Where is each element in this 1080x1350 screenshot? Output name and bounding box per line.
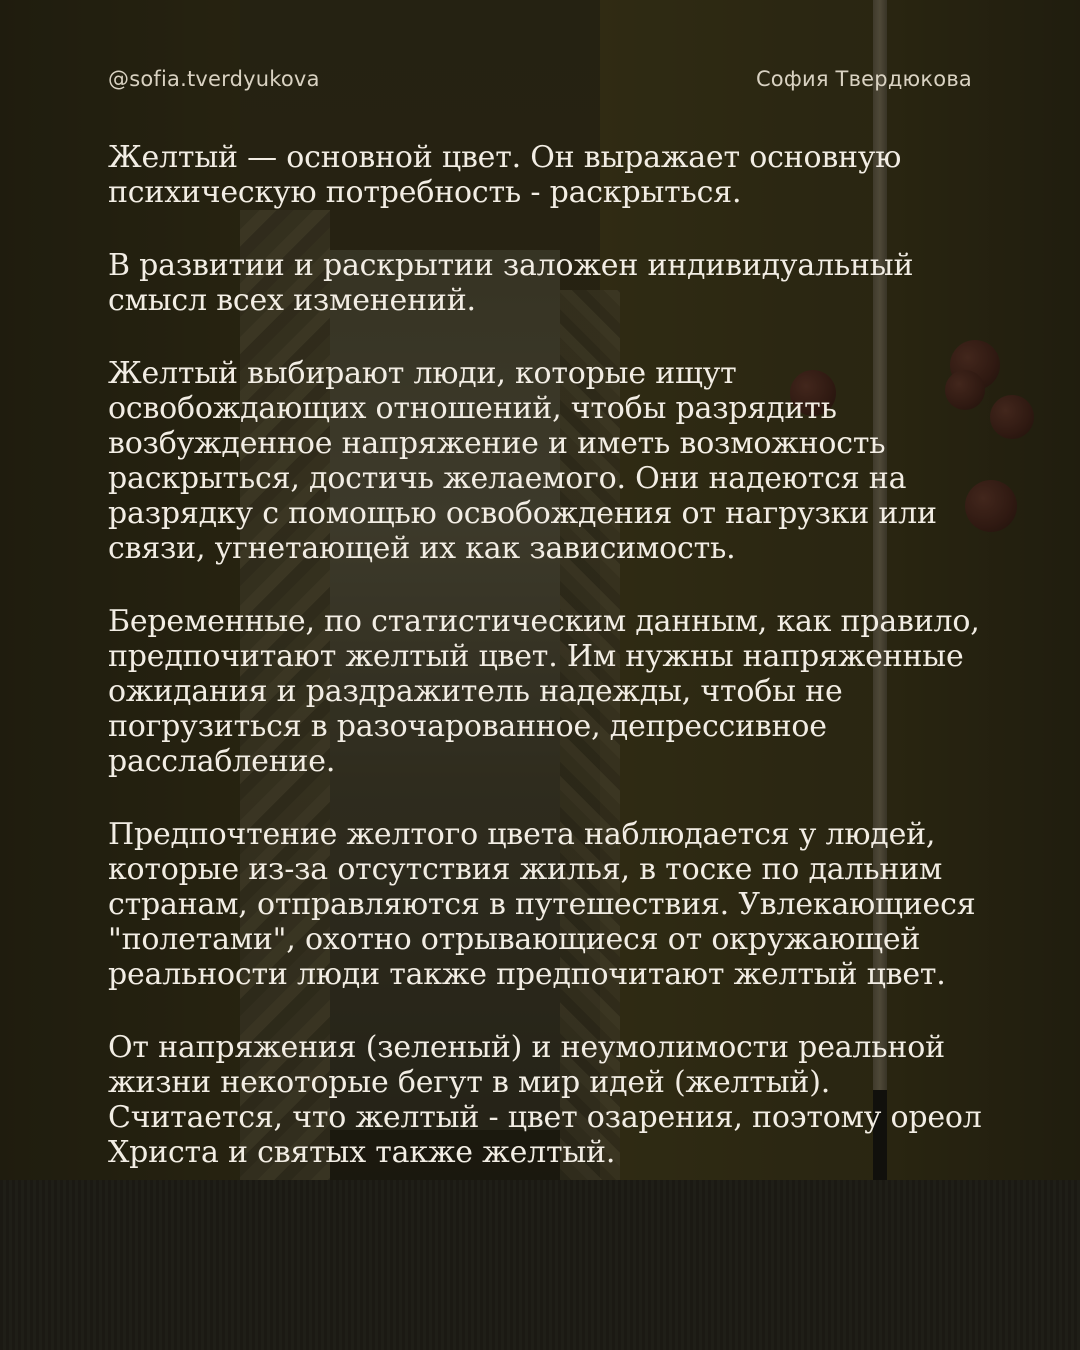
paragraph: Предпочтение желтого цвета наблюдается у людей, которые из-за отсутствия жилья, в тоске по дальним странам, отправляются в путешествия. Увлекающиеся "полетами", охотно отрывающиеся от окружающей реальности люди также предпочитают желтый цвет. [108,817,976,992]
paragraph: В развитии и раскрытии заложен индивидуальный смысл всех изменений. [108,248,914,318]
paragraph: Желтый — основной цвет. Он выражает основную психическую потребность - раскрыться. [108,140,902,210]
paragraph: От напряжения (зеленый) и неумолимости реальной жизни некоторые бегут в мир идей (желтый). Считается, что желтый - цвет озарения, поэтому ореол Христа и святых также желтый. [108,1030,982,1170]
article-body [108,140,988,1170]
paragraph: Желтый выбирают люди, которые ищут освобождающих отношений, чтобы разрядить возбужденное напряжение и иметь возможность раскрыться, достичь желаемого. Они надеются на разрядку с помощью освобождения от нагрузки или связи, угнетающей их как зависимость. [108,356,937,566]
paragraph: Беременные, по статистическим данным, как правило, предпочитают желтый цвет. Им нужны напряженные ожидания и раздражитель надежды, чтобы не погрузиться в разочарованное, депрессивное расслабление. [108,604,980,779]
instagram-handle: @sofia.tverdyukova [108,67,320,91]
author-name: София Твердюкова [755,67,972,91]
header [108,64,972,94]
